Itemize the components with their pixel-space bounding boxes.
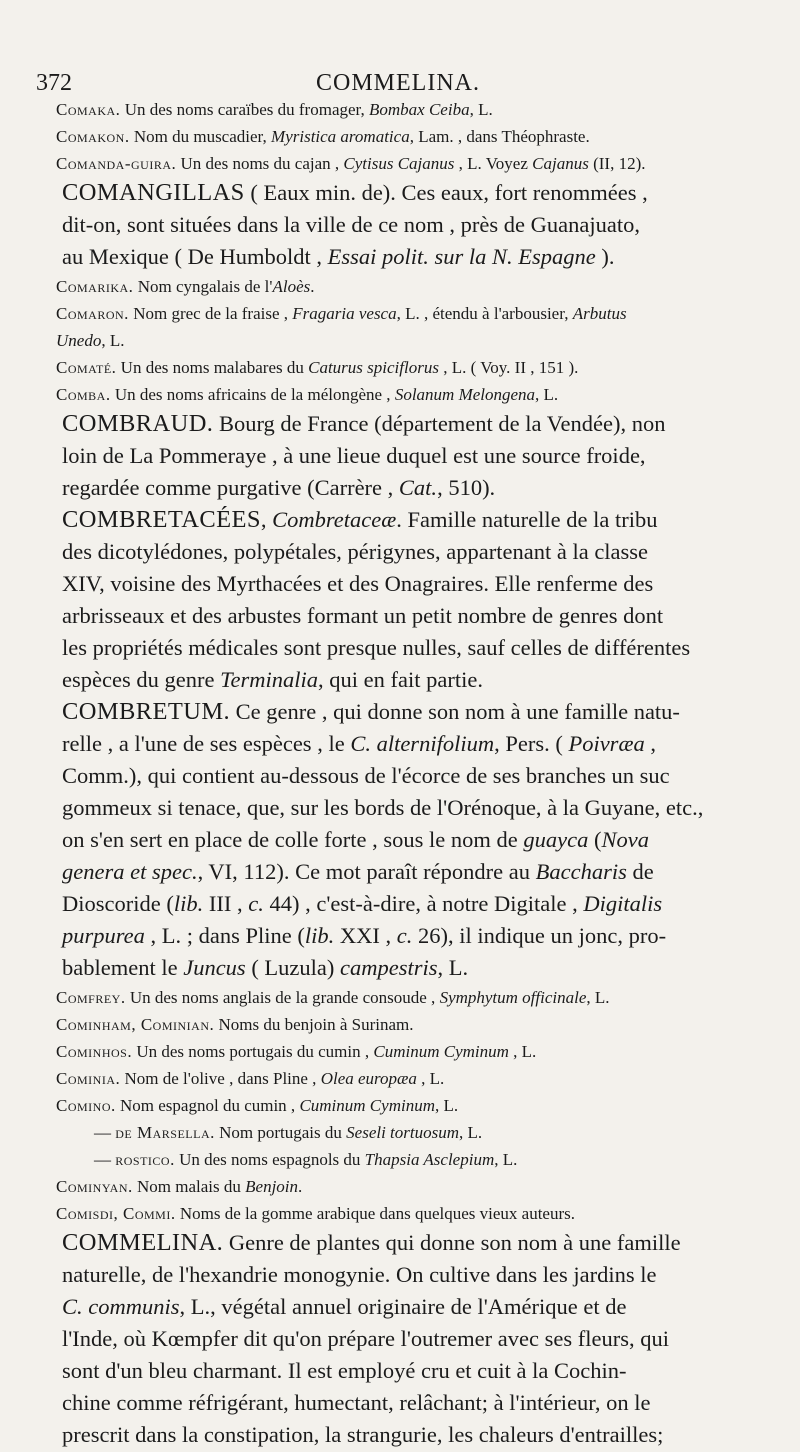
entry-line bbox=[34, 381, 762, 408]
entry-text: , L. bbox=[469, 100, 493, 119]
entry-line bbox=[34, 856, 762, 888]
dictionary-entry-minor bbox=[34, 123, 762, 150]
italic-text: Cytisus Cajanus bbox=[343, 154, 455, 173]
entry-text: , L. ( Voy. II , 151 ). bbox=[438, 358, 579, 377]
entry-text: arbrisseaux et des arbustes formant un petit nombre de genres dont bbox=[62, 603, 664, 628]
entry-text: Noms du benjoin à Surinam. bbox=[214, 1015, 414, 1034]
entry-headword: COMBRETUM. bbox=[62, 698, 231, 725]
entry-text: de bbox=[626, 859, 654, 884]
entry-text: Nom cyngalais de l' bbox=[133, 277, 273, 296]
entry-text: Comm.), qui contient au-dessous de l'écorce de ses branches un suc bbox=[62, 763, 670, 788]
italic-text: Poivræa bbox=[568, 731, 645, 756]
entry-text: Nom du muscadier, bbox=[129, 127, 272, 146]
entry-text: Ce genre , qui donne son nom à une famille natu- bbox=[230, 699, 680, 724]
entry-text: naturelle, de l'hexandrie monogynie. On cultive dans les jardins le bbox=[62, 1262, 657, 1287]
entry-line bbox=[34, 327, 762, 354]
italic-text: Cajanus bbox=[532, 154, 589, 173]
dictionary-entry-minor bbox=[34, 1173, 762, 1200]
entry-text: , L. bbox=[508, 1042, 537, 1061]
italic-text: Aloès bbox=[272, 277, 311, 296]
entry-line bbox=[34, 408, 762, 440]
entry-text: Un des noms anglais de la grande consoude , bbox=[125, 988, 440, 1007]
entry-headword: COMMELINA. bbox=[62, 1229, 224, 1256]
italic-text: Cuminum Cyminum bbox=[299, 1096, 435, 1115]
dictionary-entry bbox=[34, 696, 762, 984]
italic-text: Myristica aromatica bbox=[271, 127, 410, 146]
entry-text: Genre de plantes qui donne son nom à une famille bbox=[223, 1230, 681, 1255]
dictionary-entry bbox=[34, 504, 762, 696]
entry-headword: COMBRAUD. bbox=[62, 410, 214, 437]
entry-text: Noms de la gomme arabique dans quelques vieux auteurs. bbox=[175, 1204, 576, 1223]
entry-line bbox=[34, 1092, 762, 1119]
entry-text: sont d'un bleu charmant. Il est employé cru et cuit à la Cochin- bbox=[62, 1358, 627, 1383]
entry-line bbox=[34, 1038, 762, 1065]
italic-text: Terminalia bbox=[220, 667, 319, 692]
italic-text: Cuminum Cyminum bbox=[373, 1042, 509, 1061]
italic-text: Fragaria vesca bbox=[292, 304, 397, 323]
entry-text: — bbox=[94, 1150, 116, 1169]
entry-text: , L. bbox=[586, 988, 610, 1007]
dictionary-entry-minor bbox=[34, 150, 762, 177]
entry-text: les propriétés médicales sont presque nulles, sauf celles de différentes bbox=[62, 635, 691, 660]
entry-line bbox=[34, 241, 762, 273]
italic-text: campestris bbox=[340, 955, 438, 980]
italic-text: lib. bbox=[173, 891, 204, 916]
entry-text: , Pers. ( bbox=[494, 731, 569, 756]
italic-text: guayca bbox=[523, 827, 589, 852]
entry-line bbox=[34, 920, 762, 952]
entry-line bbox=[34, 177, 762, 209]
dictionary-entry-minor bbox=[34, 1119, 762, 1146]
running-head: COMMELINA. bbox=[316, 70, 480, 96]
entry-text: XIV, voisine des Myrthacées et des Onagraires. Elle renferme des bbox=[62, 571, 654, 596]
italic-text: Symphytum officinale bbox=[439, 988, 587, 1007]
entry-text: loin de La Pommeraye , à une lieue duquel est une source froide, bbox=[62, 443, 646, 468]
entry-line bbox=[34, 1323, 762, 1355]
entry-term: Comaka. bbox=[56, 100, 121, 119]
page-header bbox=[34, 62, 762, 96]
italic-text: C. communis bbox=[62, 1294, 180, 1319]
dictionary-entry-minor bbox=[34, 1146, 762, 1173]
entry-text: . bbox=[310, 277, 315, 296]
entry-line bbox=[34, 1146, 762, 1173]
entry-text: ( Eaux min. de). Ces eaux, fort renommées , bbox=[244, 180, 648, 205]
entry-text: Nom malais du bbox=[132, 1177, 246, 1196]
italic-text: purpurea bbox=[62, 923, 145, 948]
entry-text: Un des noms du cajan , bbox=[176, 154, 344, 173]
entry-line bbox=[34, 123, 762, 150]
entry-text: ). bbox=[595, 244, 615, 269]
dictionary-entry-minor bbox=[34, 354, 762, 381]
italic-text: c. bbox=[396, 923, 413, 948]
entry-text: Un des noms malabares du bbox=[116, 358, 309, 377]
entry-text: relle , a l'une de ses espèces , le bbox=[62, 731, 351, 756]
dictionary-entry-minor bbox=[34, 273, 762, 300]
entries-list bbox=[34, 96, 762, 1451]
entry-term: Cominham, Cominian. bbox=[56, 1015, 215, 1034]
entry-text: , L. , étendu à l'arbousier, bbox=[396, 304, 573, 323]
entry-line bbox=[34, 1291, 762, 1323]
italic-text: Arbutus bbox=[572, 304, 627, 323]
entry-line bbox=[34, 824, 762, 856]
italic-text: lib. bbox=[304, 923, 335, 948]
entry-text: 44) , c'est-à-dire, à notre Digitale , bbox=[263, 891, 584, 916]
entry-text: Nom portugais du bbox=[214, 1123, 347, 1142]
italic-text: C. alternifolium bbox=[350, 731, 495, 756]
italic-text: Bombax Ceiba bbox=[369, 100, 470, 119]
entry-text: dit-on, sont situées dans la ville de ce nom , près de Guanajuato, bbox=[62, 212, 640, 237]
dictionary-entry-minor bbox=[34, 984, 762, 1011]
entry-text: Nom de l'olive , dans Pline , bbox=[120, 1069, 321, 1088]
page-number: 372 bbox=[36, 70, 72, 96]
entry-line bbox=[34, 150, 762, 177]
entry-term: Cominhos. bbox=[56, 1042, 133, 1061]
entry-text: bablement le bbox=[62, 955, 184, 980]
italic-text: Seseli tortuosum bbox=[346, 1123, 460, 1142]
entry-line bbox=[34, 632, 762, 664]
dictionary-entry-minor bbox=[34, 1092, 762, 1119]
entry-line bbox=[34, 209, 762, 241]
italic-text: Unedo bbox=[56, 331, 102, 350]
entry-line bbox=[34, 952, 762, 984]
italic-text: Solanum Melongena bbox=[394, 385, 536, 404]
entry-text: Bourg de France (département de la Vendée), non bbox=[213, 411, 666, 436]
entry-term: Comanda-guira. bbox=[56, 154, 177, 173]
entry-line bbox=[34, 568, 762, 600]
entry-text: , VI, 112). Ce mot paraît répondre au bbox=[197, 859, 536, 884]
italic-text: Combretaceæ bbox=[272, 507, 397, 532]
entry-line bbox=[34, 696, 762, 728]
entry-text: espèces du genre bbox=[62, 667, 221, 692]
italic-text: Juncus bbox=[183, 955, 246, 980]
entry-line bbox=[34, 888, 762, 920]
entry-text: ( Luzula) bbox=[245, 955, 341, 980]
entry-line bbox=[34, 1011, 762, 1038]
entry-text: , Lam. , dans Théophraste. bbox=[409, 127, 590, 146]
entry-term: Cominyan. bbox=[56, 1177, 133, 1196]
italic-text: c. bbox=[248, 891, 264, 916]
entry-line bbox=[34, 440, 762, 472]
italic-text: Cat. bbox=[398, 475, 438, 500]
entry-text: , bbox=[644, 731, 656, 756]
entry-term: Comino. bbox=[56, 1096, 116, 1115]
entry-text: Un des noms africains de la mélongène , bbox=[110, 385, 395, 404]
entry-line bbox=[34, 273, 762, 300]
entry-text: ( bbox=[588, 827, 602, 852]
entry-text: , L. bbox=[494, 1150, 518, 1169]
dictionary-entry-minor bbox=[34, 381, 762, 408]
entry-line bbox=[34, 96, 762, 123]
entry-text: Dioscoride ( bbox=[62, 891, 174, 916]
entry-line bbox=[34, 1355, 762, 1387]
italic-text: Nova bbox=[601, 827, 650, 852]
entry-term: de Marsella. bbox=[115, 1123, 215, 1142]
dictionary-entry-minor bbox=[34, 1065, 762, 1092]
dictionary-entry-minor bbox=[34, 1200, 762, 1227]
entry-text: , L. Voyez bbox=[454, 154, 533, 173]
entry-line bbox=[34, 600, 762, 632]
entry-term: Comba. bbox=[56, 385, 111, 404]
entry-line bbox=[34, 1065, 762, 1092]
entry-text: III , bbox=[203, 891, 249, 916]
italic-text: Thapsia Asclepium bbox=[364, 1150, 495, 1169]
entry-text: XXI , bbox=[334, 923, 397, 948]
entry-line bbox=[34, 1200, 762, 1227]
entry-line bbox=[34, 536, 762, 568]
entry-text: , L. bbox=[416, 1069, 445, 1088]
entry-line bbox=[34, 1419, 762, 1451]
entry-line bbox=[34, 300, 762, 327]
entry-text: regardée comme purgative (Carrère , bbox=[62, 475, 399, 500]
italic-text: Olea europæa bbox=[320, 1069, 417, 1088]
entry-text: , L. bbox=[437, 955, 469, 980]
dictionary-entry-minor bbox=[34, 300, 762, 354]
entry-text: , L. ; dans Pline ( bbox=[144, 923, 305, 948]
entry-text: gommeux si tenace, que, sur les bords de l'Orénoque, à la Guyane, etc., bbox=[62, 795, 704, 820]
entry-text: Un des noms portugais du cumin , bbox=[132, 1042, 374, 1061]
entry-text: Un des noms caraïbes du fromager, bbox=[120, 100, 370, 119]
dictionary-entry bbox=[34, 177, 762, 273]
entry-text: . Famille naturelle de la tribu bbox=[396, 507, 658, 532]
entry-text: , bbox=[260, 507, 273, 532]
italic-text: Essai polit. sur la N. Espagne bbox=[327, 244, 596, 269]
italic-text: Benjoin bbox=[245, 1177, 299, 1196]
entry-text: , L. bbox=[101, 331, 125, 350]
entry-text: des dicotylédones, polypétales, périgynes, appartenant à la classe bbox=[62, 539, 649, 564]
entry-text: l'Inde, où Kœmpfer dit qu'on prépare l'outremer avec ses fleurs, qui bbox=[62, 1326, 669, 1351]
entry-text: on s'en sert en place de colle forte , sous le nom de bbox=[62, 827, 524, 852]
entry-line bbox=[34, 1227, 762, 1259]
entry-term: Comaron. bbox=[56, 304, 129, 323]
entry-headword: COMANGILLAS bbox=[62, 179, 245, 206]
dictionary-entry bbox=[34, 1227, 762, 1451]
entry-term: Comisdi, Commi. bbox=[56, 1204, 176, 1223]
dictionary-entry-minor bbox=[34, 96, 762, 123]
entry-line bbox=[34, 504, 762, 536]
entry-term: Comfrey. bbox=[56, 988, 126, 1007]
entry-text: (II, 12). bbox=[588, 154, 646, 173]
entry-term: Cominia. bbox=[56, 1069, 121, 1088]
entry-line bbox=[34, 1387, 762, 1419]
entry-text: . bbox=[298, 1177, 303, 1196]
dictionary-entry bbox=[34, 408, 762, 504]
entry-headword: COMBRETACÉES bbox=[62, 506, 261, 533]
dictionary-entry-minor bbox=[34, 1038, 762, 1065]
entry-line bbox=[34, 354, 762, 381]
entry-line bbox=[34, 1119, 762, 1146]
entry-text: , L. bbox=[535, 385, 559, 404]
entry-text: Nom grec de la fraise , bbox=[128, 304, 293, 323]
entry-line bbox=[34, 728, 762, 760]
entry-text: , L., végétal annuel originaire de l'Amérique et de bbox=[179, 1294, 627, 1319]
italic-text: genera et spec. bbox=[62, 859, 198, 884]
italic-text: Digitalis bbox=[583, 891, 663, 916]
entry-line bbox=[34, 664, 762, 696]
entry-text: , L. bbox=[434, 1096, 459, 1115]
entry-line bbox=[34, 792, 762, 824]
entry-term: Comakon. bbox=[56, 127, 130, 146]
italic-text: Caturus spiciflorus bbox=[308, 358, 439, 377]
entry-text: , 510). bbox=[437, 475, 496, 500]
entry-term: Comarika. bbox=[56, 277, 134, 296]
entry-text: 26), il indique un jonc, pro- bbox=[412, 923, 667, 948]
entry-text: Un des noms espagnols du bbox=[174, 1150, 365, 1169]
entry-line bbox=[34, 760, 762, 792]
entry-text: au Mexique ( De Humboldt , bbox=[62, 244, 328, 269]
entry-text: — bbox=[94, 1123, 116, 1142]
italic-text: Baccharis bbox=[535, 859, 627, 884]
entry-line bbox=[34, 1259, 762, 1291]
entry-line bbox=[34, 1173, 762, 1200]
entry-text: , qui en fait partie. bbox=[318, 667, 483, 692]
entry-text: chine comme réfrigérant, humectant, relâchant; à l'intérieur, on le bbox=[62, 1390, 651, 1415]
entry-term: Comaté. bbox=[56, 358, 117, 377]
entry-text: , L. bbox=[459, 1123, 483, 1142]
entry-term: rostico. bbox=[115, 1150, 175, 1169]
dictionary-entry-minor bbox=[34, 1011, 762, 1038]
entry-line bbox=[34, 472, 762, 504]
entry-line bbox=[34, 984, 762, 1011]
entry-text: prescrit dans la constipation, la strangurie, les chaleurs d'entrailles; bbox=[62, 1422, 664, 1447]
entry-text: Nom espagnol du cumin , bbox=[115, 1096, 300, 1115]
